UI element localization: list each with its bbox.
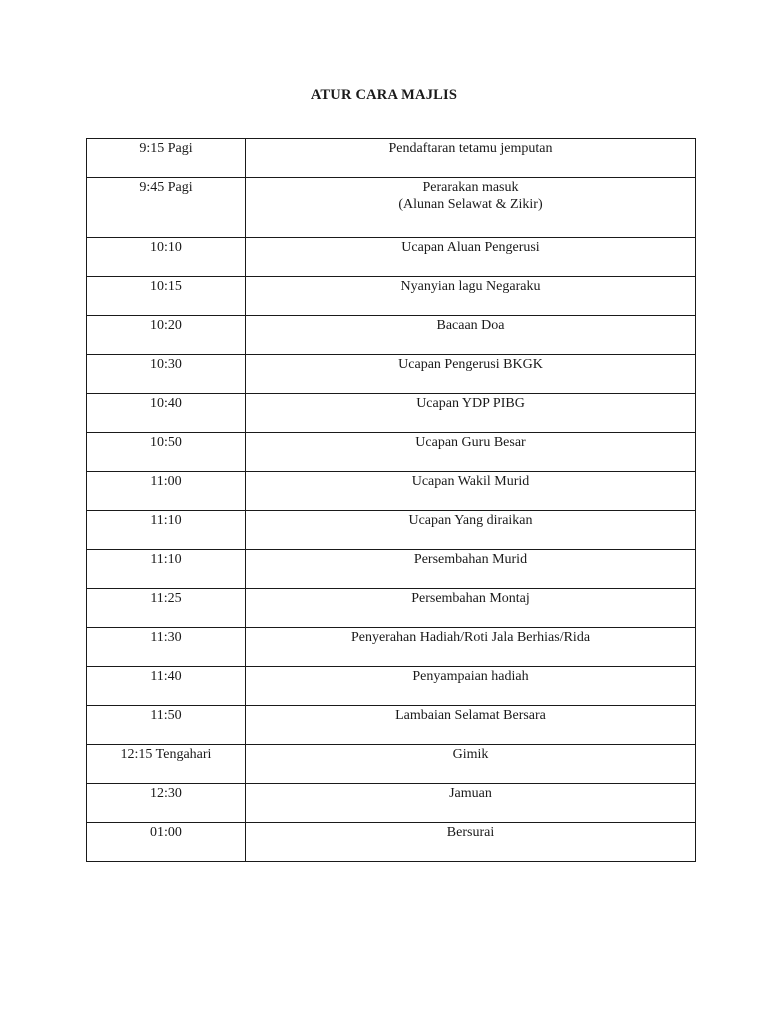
table-row	[87, 316, 696, 355]
time-cell: 10:50	[87, 433, 246, 472]
event-cell	[246, 784, 696, 823]
table-row	[87, 511, 696, 550]
time-cell: 9:15 Pagi	[87, 139, 246, 178]
table-row	[87, 667, 696, 706]
event-label: Bersurai	[446, 825, 495, 840]
event-cell	[246, 667, 696, 706]
event-cell	[246, 316, 696, 355]
event-cell	[246, 178, 696, 238]
schedule-table	[86, 138, 696, 862]
time-cell: 11:40	[87, 667, 246, 706]
event-label: Ucapan Guru Besar	[415, 435, 526, 450]
time-cell: 12:15 Tengahari	[87, 745, 246, 784]
table-row	[87, 550, 696, 589]
event-label: Ucapan YDP PIBG	[416, 396, 525, 411]
event-label: Ucapan Yang diraikan	[408, 513, 533, 528]
event-cell	[246, 355, 696, 394]
event-label: Ucapan Aluan Pengerusi	[401, 240, 540, 255]
time-cell: 11:10	[87, 550, 246, 589]
time-cell: 10:15	[87, 277, 246, 316]
event-cell	[246, 589, 696, 628]
event-cell	[246, 823, 696, 862]
event-cell	[246, 433, 696, 472]
event-cell	[246, 706, 696, 745]
table-row	[87, 589, 696, 628]
table-row	[87, 472, 696, 511]
event-cell	[246, 472, 696, 511]
table-row	[87, 628, 696, 667]
time-cell: 10:30	[87, 355, 246, 394]
schedule-table-body	[87, 139, 696, 862]
time-cell: 9:45 Pagi	[87, 178, 246, 238]
table-row	[87, 823, 696, 862]
table-row	[87, 178, 696, 238]
event-label: Penyampaian hadiah	[412, 669, 529, 684]
table-row	[87, 238, 696, 277]
table-row	[87, 139, 696, 178]
event-label: Bacaan Doa	[436, 318, 505, 333]
event-label: Lambaian Selamat Bersara	[395, 708, 546, 723]
table-row	[87, 394, 696, 433]
event-label: Gimik	[452, 747, 489, 762]
event-cell	[246, 628, 696, 667]
event-label: Penyerahan Hadiah/Roti Jala Berhias/Rida	[350, 630, 591, 645]
event-label: Jamuan	[449, 786, 492, 801]
time-cell: 11:50	[87, 706, 246, 745]
table-row	[87, 277, 696, 316]
table-row	[87, 355, 696, 394]
event-sublabel: (Alunan Selawat & Zikir)	[398, 197, 543, 212]
table-row	[87, 784, 696, 823]
event-label: Ucapan Pengerusi BKGK	[398, 357, 543, 372]
event-cell	[246, 550, 696, 589]
time-cell: 11:30	[87, 628, 246, 667]
event-label: Pendaftaran tetamu jemputan	[388, 141, 553, 156]
time-cell: 11:25	[87, 589, 246, 628]
event-cell	[246, 394, 696, 433]
event-cell	[246, 277, 696, 316]
event-label: Nyanyian lagu Negaraku	[400, 279, 541, 294]
time-cell: 10:20	[87, 316, 246, 355]
time-cell: 11:00	[87, 472, 246, 511]
table-row	[87, 706, 696, 745]
time-cell: 11:10	[87, 511, 246, 550]
event-label: Persembahan Murid	[413, 552, 528, 567]
event-cell	[246, 511, 696, 550]
event-cell	[246, 139, 696, 178]
time-cell: 12:30	[87, 784, 246, 823]
event-cell	[246, 238, 696, 277]
event-label: Persembahan Montaj	[411, 591, 530, 606]
time-cell: 10:10	[87, 238, 246, 277]
page-title: ATUR CARA MAJLIS	[310, 87, 458, 103]
time-cell: 01:00	[87, 823, 246, 862]
table-row	[87, 745, 696, 784]
event-label: Ucapan Wakil Murid	[411, 474, 530, 489]
time-cell: 10:40	[87, 394, 246, 433]
event-label: Perarakan masuk	[422, 180, 519, 195]
event-cell	[246, 745, 696, 784]
table-row	[87, 433, 696, 472]
